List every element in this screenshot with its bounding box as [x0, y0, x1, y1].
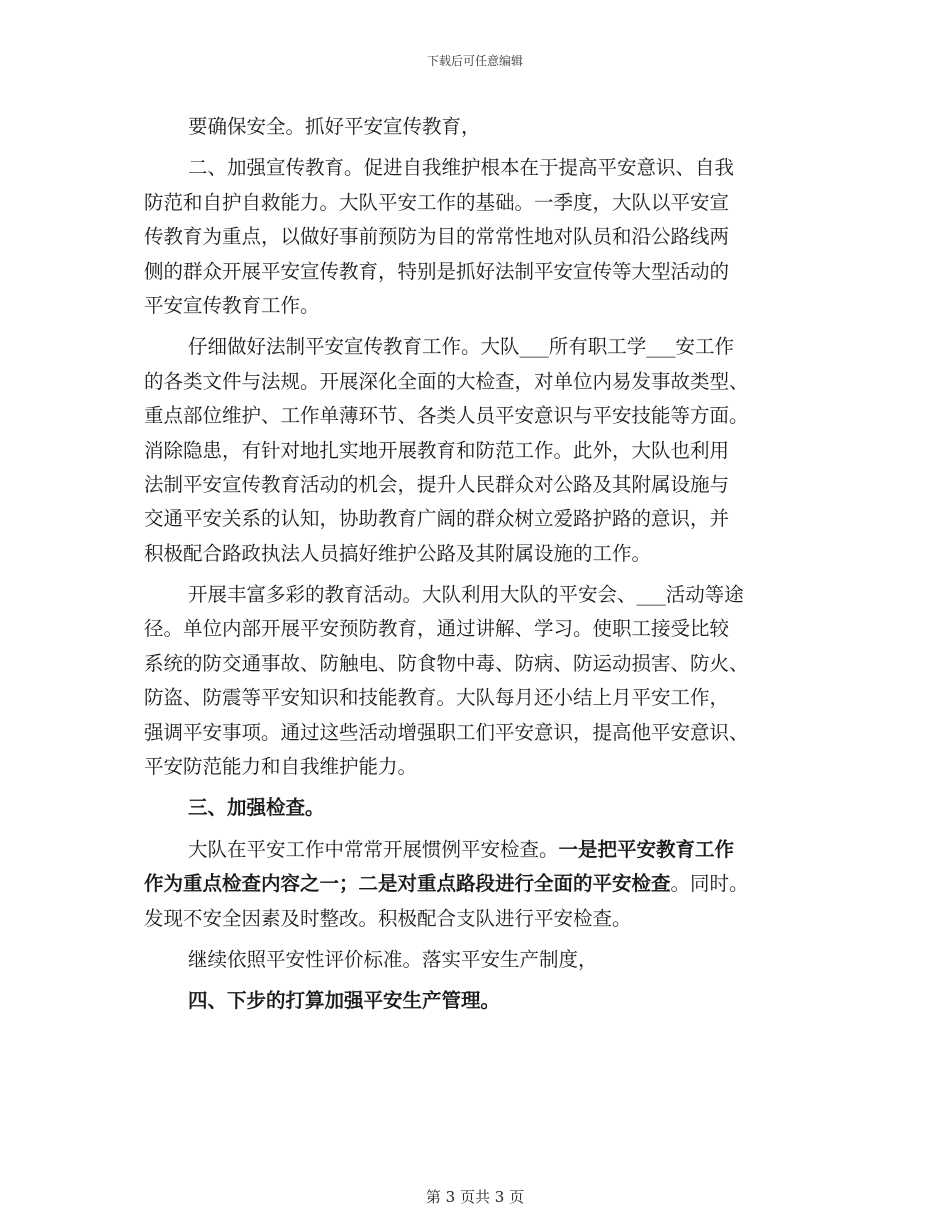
document-body: [144, 110, 826, 1019]
paragraph-line: 开展丰富多彩的教育活动。大队利用大队的平安会、___活动等途: [188, 583, 744, 607]
paragraph-line: 二、加强宣传教育。促进自我维护根本在于提高平安意识、自我: [188, 156, 735, 180]
page-footer: 第 3 页共 3 页: [425, 1188, 525, 1206]
paragraph-line: 平安宣传教育工作。: [144, 293, 320, 317]
paragraph-line: 传教育为重点，以做好事前预防为目的常常性地对队员和沿公路线两: [144, 225, 730, 249]
section-heading: 三、加强检查。: [188, 796, 325, 820]
paragraph-line: 仔细做好法制平安宣传教育工作。大队___所有职工学___安工作: [188, 335, 735, 359]
paragraph-line: [144, 867, 826, 901]
paragraph-line: 要确保安全。抓好平安宣传教育，: [188, 115, 481, 138]
paragraph-line: 强调平安事项。通过这些活动增强职工们平安意识，提高他平安意识、: [144, 720, 749, 744]
inline-bold-text: 一是把平安教育工作: [558, 837, 735, 861]
inline-bold-text: 作为重点检查内容之一；二是对重点路段进行全面的平安检查: [144, 872, 671, 896]
paragraph-line: 平安防范能力和自我维护能力。: [144, 755, 418, 779]
inline-text: 。同时。: [670, 872, 749, 896]
paragraph-line: 发现不安全因素及时整改。积极配合支队进行平安检查。: [144, 906, 632, 930]
paragraph-line: 法制平安宣传教育活动的机会，提升人民群众对公路及其附属设施与: [144, 472, 730, 496]
page-header: 下载后可任意编辑: [426, 54, 523, 68]
paragraph-line: 积极配合路政执法人员搞好维护公路及其附属设施的工作。: [144, 541, 652, 565]
inline-text: 大队在平安工作中常常开展惯例平安检查。: [188, 837, 559, 861]
paragraph-line: 重点部位维护、工作单薄环节、各类人员平安意识与平安技能等方面。: [144, 404, 749, 428]
paragraph-line: 消除隐患，有针对地扎实地开展教育和防范工作。此外，大队也利用: [144, 438, 730, 462]
paragraph-line: 径。单位内部开展平安预防教育，通过讲解、学习。使职工接受比较: [144, 617, 730, 641]
paragraph-line: 继续依照平安性评价标准。落实平安生产制度，: [188, 947, 598, 971]
paragraph-line: 防盗、防震等平安知识和技能教育。大队每月还小结上月平安工作，: [144, 686, 730, 710]
paragraph-line: 交通平安关系的认知，协助教育广阔的群众树立爱路护路的意识，并: [144, 507, 730, 531]
paragraph-line: 的各类文件与法规。开展深化全面的大检查，对单位内易发事故类型、: [144, 369, 749, 393]
paragraph-line: [144, 833, 826, 867]
paragraph-line: 侧的群众开展平安宣传教育，特别是抓好法制平安宣传等大型活动的: [144, 259, 730, 283]
paragraph-line: 防范和自护自救能力。大队平安工作的基础。一季度，大队以平安宣: [144, 190, 730, 214]
paragraph-line: 系统的防交通事故、防触电、防食物中毒、防病、防运动损害、防火、: [144, 651, 749, 675]
section-heading: 四、下步的打算加强平安生产管理。: [188, 989, 501, 1013]
